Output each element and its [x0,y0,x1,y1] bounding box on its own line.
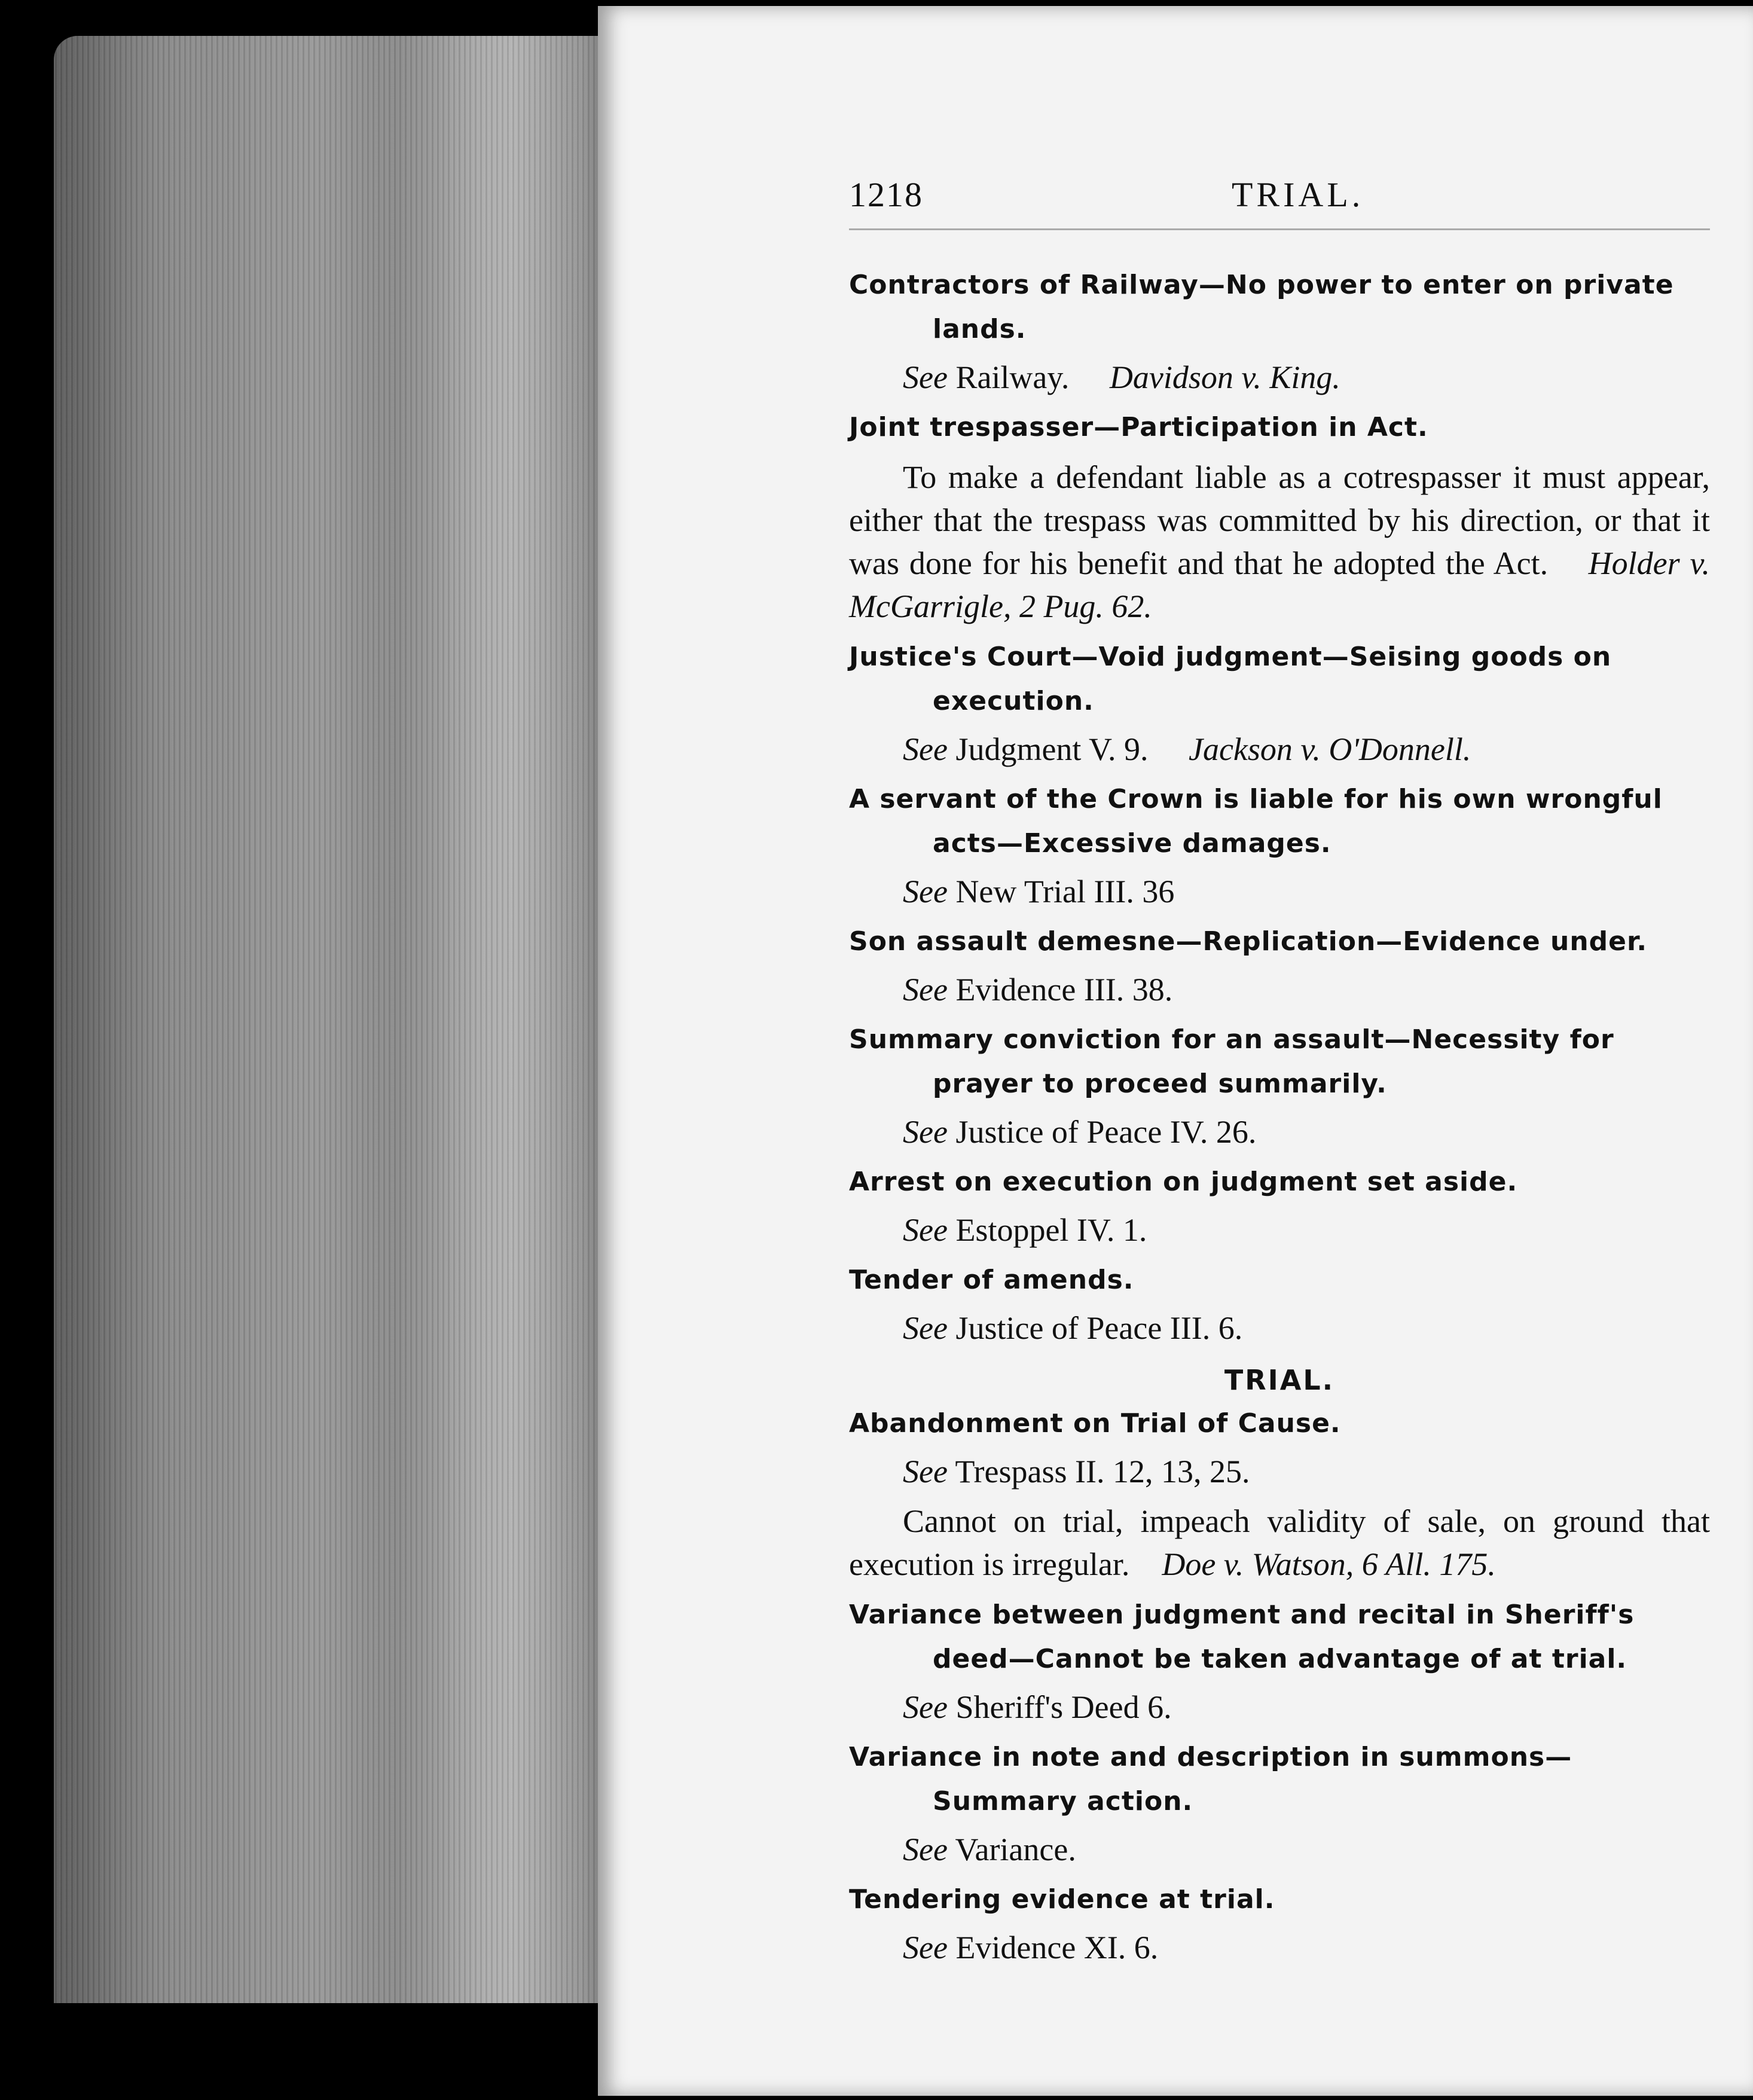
see-target: Sheriff's Deed 6. [955,1689,1172,1725]
see-reference [903,1306,1710,1350]
book-page-edges [54,36,628,2003]
see-target: Evidence III. 38. [955,972,1173,1008]
see-label: See [903,1310,948,1346]
see-reference [903,1925,1710,1970]
case-citation: Jackson v. O'Donnell. [1189,731,1471,767]
section-title: TRIAL. [1224,1364,1335,1396]
entry-paragraph [849,1500,1710,1586]
entry-heading: Joint trespasser—Participation in Act. [849,412,1428,442]
see-label: See [903,1930,948,1965]
see-target: Variance. [955,1832,1076,1867]
see-reference [903,1208,1710,1252]
see-reference [903,869,1710,914]
see-reference [903,355,1710,399]
entry-heading: Summary conviction for an assault—Necessity for prayer to proceed summarily. [849,1024,1614,1099]
see-reference [903,1110,1710,1154]
entry-paragraph [849,456,1710,628]
entry-heading: Tendering evidence at trial. [849,1884,1275,1915]
see-label: See [903,1212,948,1248]
paragraph-text: To make a defendant liable as a cotrespasser it must appear, either that the trespass was committed by his direction, or that it was done for his benefit and that he adopted the Act. [849,459,1710,581]
case-citation: Doe v. Watson, 6 All. 175. [1162,1546,1496,1582]
entry-heading: Arrest on execution on judgment set aside. [849,1167,1518,1197]
see-reference [903,727,1710,771]
see-label: See [903,874,948,909]
see-reference [903,1685,1710,1729]
see-target: Trespass II. 12, 13, 25. [955,1454,1250,1489]
see-label: See [903,1114,948,1150]
see-target: Judgment V. 9. [955,731,1149,767]
see-reference [903,967,1710,1012]
running-head [849,175,1710,230]
page-content [849,263,1710,1976]
see-target: Evidence XI. 6. [955,1930,1159,1965]
see-target: Justice of Peace IV. 26. [955,1114,1257,1150]
entry-heading: Abandonment on Trial of Cause. [849,1408,1341,1439]
see-label: See [903,1689,948,1725]
entry-heading: Tender of amends. [849,1265,1134,1295]
see-label: See [903,1832,948,1867]
book-page [598,6,1753,2096]
entry-heading: A servant of the Crown is liable for his own wrongful acts—Excessive damages. [849,784,1663,859]
see-target: New Trial III. 36 [955,874,1175,909]
case-citation: Davidson v. King. [1109,359,1340,395]
entry-heading: Variance between judgment and recital in Sheriff's deed—Cannot be taken advantage of at trial. [849,1600,1635,1674]
see-target: Justice of Peace III. 6. [955,1310,1243,1346]
entry-heading: Contractors of Railway—No power to enter on private lands. [849,270,1674,344]
page-number: 1218 [849,175,923,214]
see-label: See [903,972,948,1008]
see-reference [903,1827,1710,1872]
see-label: See [903,731,948,767]
entry-heading: Justice's Court—Void judgment—Seising goods on execution. [849,642,1612,716]
see-label: See [903,359,948,395]
running-title: TRIAL. [1232,175,1364,214]
paragraph-text: Cannot on trial, impeach validity of sale, on ground that execution is irregular. [849,1503,1710,1582]
entry-heading: Variance in note and description in summons—Summary action. [849,1742,1572,1817]
entry-heading: Son assault demesne—Replication—Evidence under. [849,926,1648,957]
see-target: Estoppel IV. 1. [955,1212,1147,1248]
see-label: See [903,1454,948,1489]
see-target: Railway. [955,359,1070,395]
see-reference [903,1449,1710,1494]
case-citation: Holder v. McGarrigle, 2 Pug. 62. [849,545,1710,624]
